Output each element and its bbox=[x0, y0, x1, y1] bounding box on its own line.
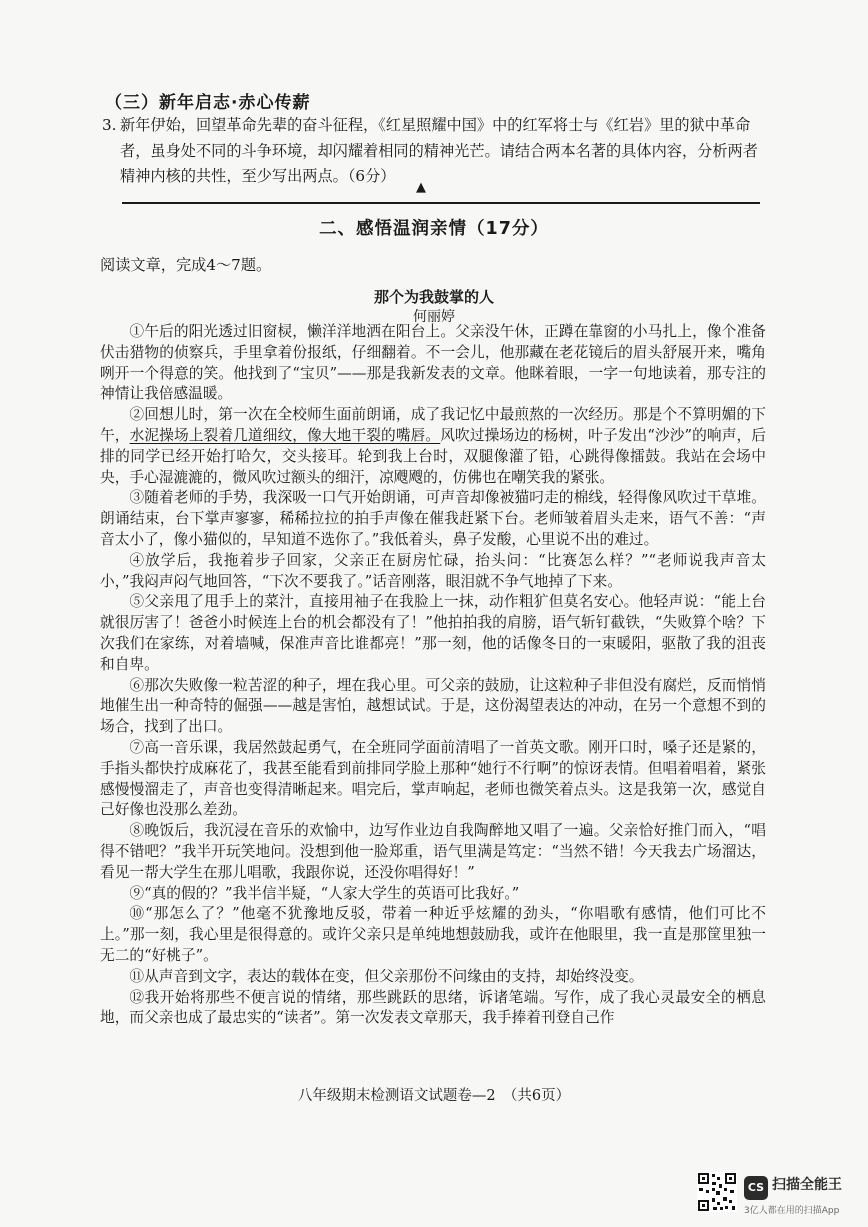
answer-marker: ▲ bbox=[416, 180, 426, 195]
question-text: 新年伊始，回望革命先辈的奋斗征程，《红星照耀中国》中的红军将士与《红岩》里的狱中革命者，虽身处不同的斗争环境，却闪耀着相同的精神光芒。请结合两本名著的具体内容，分析两者精神内核的共性，至少写出两点。（6分） bbox=[120, 116, 758, 185]
paragraph-7: ⑦高一音乐课，我居然鼓起勇气，在全班同学面前清唱了一首英文歌。刚开口时，嗓子还是紧的，手指头都快拧成麻花了，我甚至能看到前排同学脸上那种“她行不行啊”的惊讶表情。但唱着唱着，紧张感慢慢溜走了，声音也变得清晰起来。唱完后，掌声响起，老师也微笑着点头。这是我第一次，感觉自己好像也没那么差劲。 bbox=[100, 738, 766, 819]
paragraph-2 bbox=[100, 405, 766, 488]
paragraph-2-start: ②回想儿时，第一次在全校师生面前朗诵，成了我记忆中最煎熬的一次经历。那是个不算明媚的下午， bbox=[100, 406, 766, 444]
section-divider bbox=[122, 202, 760, 204]
paragraph-3: ③随着老师的手势，我深吸一口气开始朗诵，可声音却像被猫叼走的棉线，轻得像风吹过干草堆。朗诵结束，台下掌声寥寥，稀稀拉拉的拍手声像在催我赶紧下台。老师皱着眉头走来，语气不善：“声音太小了，像小猫似的，早知道不选你了。”我低着头，鼻子发酸，心里说不出的难过。 bbox=[100, 489, 766, 548]
paragraph-9: ⑨“真的假的？”我半信半疑，“人家大学生的英语可比我好。” bbox=[129, 884, 520, 902]
question-3 bbox=[102, 113, 760, 190]
section-heading: （三）新年启志·赤心传薪 bbox=[105, 93, 311, 113]
qr-code-icon bbox=[697, 1172, 737, 1212]
paragraph-2-end: 风吹过操场边的杨树，叶子发出“沙沙”的响声，后排的同学已经开始打哈欠，交头接耳。轮到我上台时，双腿像灌了铅，心跳得像擂鼓。我站在会场中央，手心湿漉漉的，微风吹过额头的细汗，凉飕飕的，仿佛也在嘲笑我的紧张。 bbox=[100, 426, 766, 486]
paragraph-4: ④放学后，我拖着步子回家，父亲正在厨房忙碌，抬头问：“比赛怎么样？”“老师说我声音太小，”我闷声闷气地回答，“下次不要我了。”话音刚落，眼泪就不争气地掉了下来。 bbox=[100, 551, 766, 590]
paragraph-6: ⑥那次失败像一粒苦涩的种子，埋在我心里。可父亲的鼓励，让这粒种子非但没有腐烂，反而悄悄地催生出一种奇特的倔强——越是害怕，越想试试。于是，这份渴望表达的冲动，在另一个意想不到的场合，找到了出口。 bbox=[100, 676, 766, 736]
underlined-sentence: 水泥操场上裂着几道细纹，像大地干裂的嘴唇。 bbox=[129, 426, 441, 444]
paragraph-5: ⑤父亲甩了甩手上的菜汁，直接用袖子在我脸上一抹，动作粗犷但莫名安心。他轻声说：“能上台就很厉害了！爸爸小时候连上台的机会都没有了！”他拍拍我的肩膀，语气斩钉截铁，“失败算个啥？下次我们在家练，对着墙喊，保准声音比谁都亮！”那一刻，他的话像冬日的一束暖阳，驱散了我的沮丧和自卑。 bbox=[100, 593, 766, 673]
scanner-app-name: 扫描全能王 bbox=[772, 1177, 842, 1193]
part-title: 二、感悟温润亲情（17分） bbox=[319, 219, 549, 239]
page-footer: 八年级期末检测语文试题卷—2 （共6页） bbox=[297, 1088, 571, 1104]
scanner-app-logo: CS bbox=[744, 1176, 768, 1200]
reading-instruction: 阅读文章，完成4～7题。 bbox=[100, 256, 272, 274]
question-number: 3. bbox=[102, 116, 117, 134]
scanner-app-slogan: 3亿人都在用的扫描App bbox=[744, 1206, 840, 1216]
paragraph-8: ⑧晚饭后，我沉浸在音乐的欢愉中，边写作业边自我陶醉地又唱了一遍。父亲恰好推门而入，“唱得不错吧？”我半开玩笑地问。没想到他一脸郑重，语气里满是笃定：“当然不错！今天我去广场溜达，看见一帮大学生在那儿唱歌，我跟你说，还没你唱得好！” bbox=[100, 822, 766, 881]
paragraph-12: ⑫我开始将那些不便言说的情绪，那些跳跃的思绪，诉诸笔端。写作，成了我心灵最安全的栖息地，而父亲也成了最忠实的“读者”。第一次发表文章那天，我手捧着刊登自己作 bbox=[100, 988, 766, 1027]
paragraph-11: ⑪从声音到文字，表达的载体在变，但父亲那份不问缘由的支持，却始终没变。 bbox=[129, 967, 644, 985]
article-body bbox=[100, 322, 766, 1029]
article-author: 何丽婷 bbox=[413, 309, 455, 325]
paragraph-1: ①午后的阳光透过旧窗棂，懒洋洋地洒在阳台上。父亲没午休，正蹲在靠窗的小马扎上，像个准备伏击猎物的侦察兵，手里拿着份报纸，仔细翻着。不一会儿，他那藏在老花镜后的眉头舒展开来，嘴角咧开一个得意的笑。他找到了“宝贝”——那是我新发表的文章。他眯着眼，一字一句地读着，那专注的神情让我倍感温暖。 bbox=[100, 323, 766, 403]
article-title: 那个为我鼓掌的人 bbox=[373, 288, 494, 306]
paragraph-10: ⑩“那怎么了？”他毫不犹豫地反驳，带着一种近乎炫耀的劲头，“你唱歌有感情，他们可比不上。”那一刻，我心里是很得意的。或许父亲只是单纯地想鼓励我，或许在他眼里，我一直是那筐里独一无二的“好桃子”。 bbox=[100, 905, 766, 964]
